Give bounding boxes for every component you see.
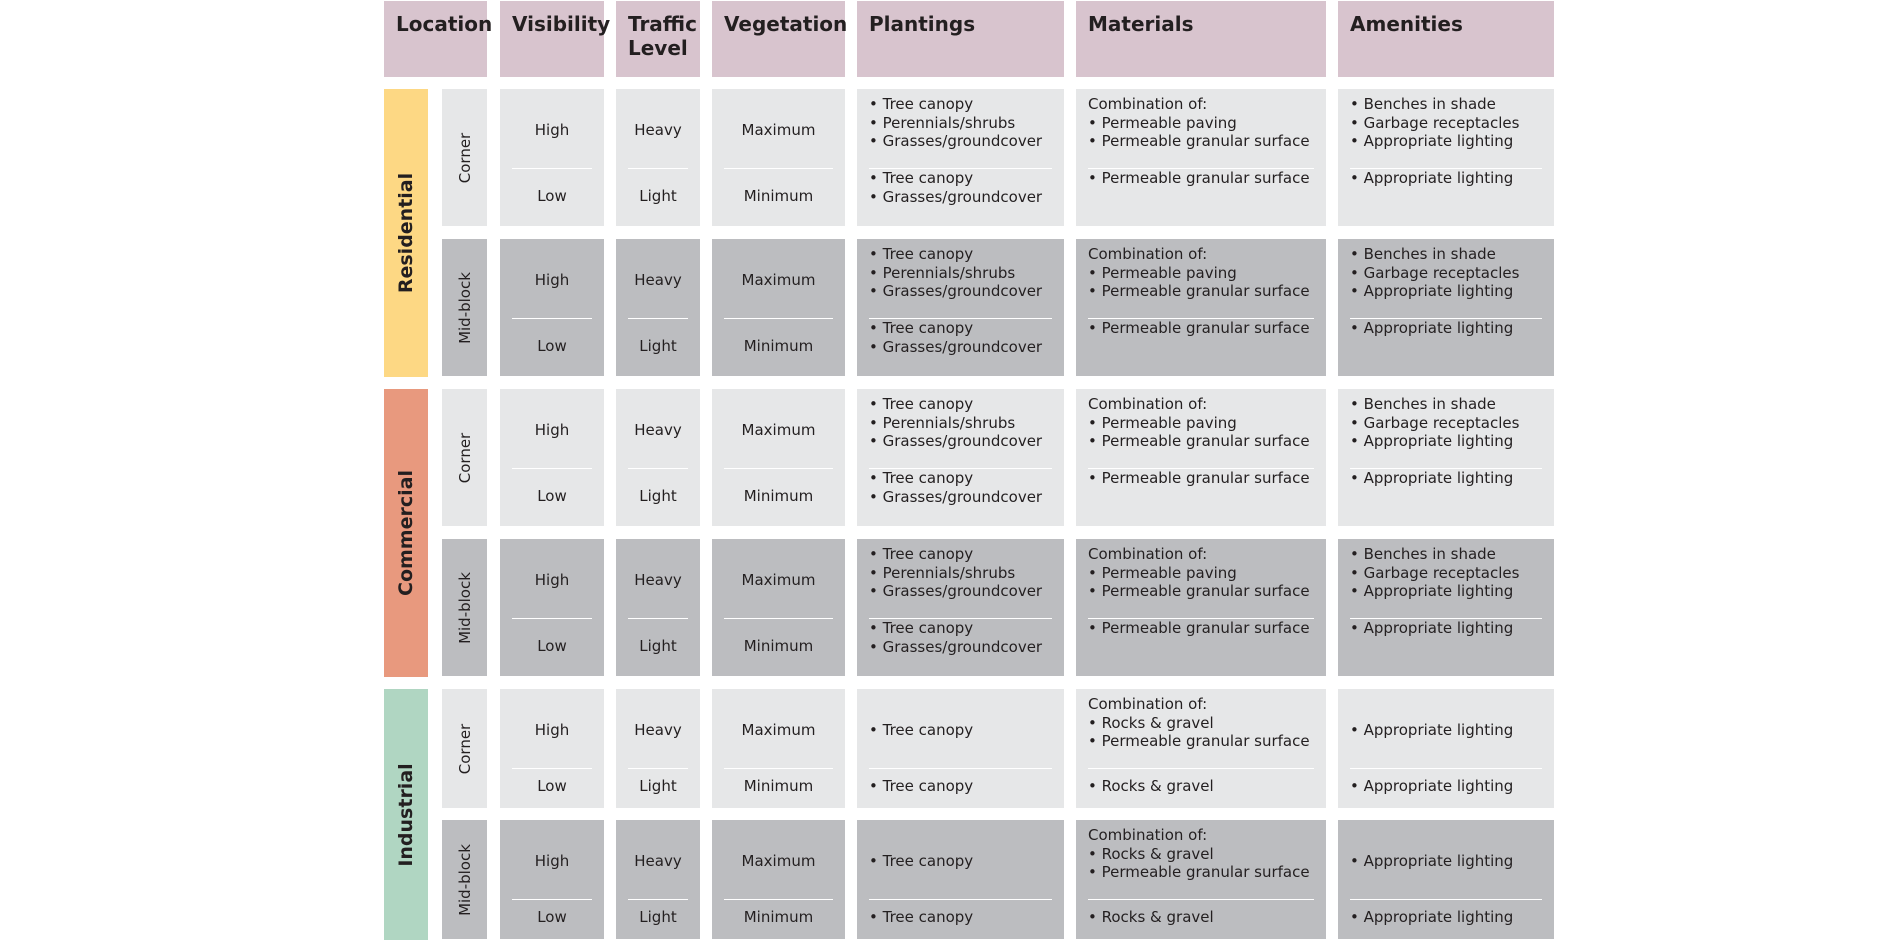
plantings-item: • Tree canopy — [869, 545, 974, 563]
plantings-item: • Tree canopy — [869, 395, 974, 413]
materials-item: • Rocks & gravel — [1088, 908, 1214, 926]
visibility-divider — [512, 899, 592, 900]
amenities-divider — [1350, 899, 1542, 900]
visibility-cell — [500, 389, 604, 526]
header-plantings — [857, 1, 1064, 77]
sublocation-cell — [442, 89, 487, 226]
plantings-item: • Perennials/shrubs — [869, 413, 1016, 432]
materials-cell — [1076, 389, 1326, 526]
amenities-divider — [1350, 468, 1542, 469]
traffic-divider — [628, 768, 688, 769]
materials-item: Combination of: — [1088, 95, 1208, 113]
sublocation-label: Corner — [455, 723, 474, 774]
sublocation-label: Mid-block — [455, 843, 474, 916]
visibility-divider — [512, 318, 592, 319]
traffic-value: Heavy — [634, 421, 682, 439]
materials-divider — [1088, 899, 1314, 900]
amenities-item: • Garbage receptacles — [1350, 113, 1520, 132]
materials-item: • Permeable granular surface — [1088, 282, 1310, 300]
plantings-divider — [869, 168, 1052, 169]
traffic-cell — [616, 389, 700, 526]
amenities-cell — [1338, 689, 1554, 808]
vegetation-value: Maximum — [741, 271, 816, 289]
sublocation-label: Mid-block — [455, 571, 474, 644]
traffic-value: Heavy — [634, 852, 682, 870]
plantings-item: • Grasses/groundcover — [869, 132, 1043, 150]
header-amenities — [1338, 1, 1554, 77]
materials-item: • Permeable granular surface — [1088, 469, 1310, 487]
visibility-cell — [500, 539, 604, 676]
amenities-cell — [1338, 89, 1554, 226]
traffic-divider — [628, 318, 688, 319]
materials-item: • Permeable granular surface — [1088, 132, 1310, 150]
visibility-divider — [512, 768, 592, 769]
sublocation-cell — [442, 820, 487, 939]
header-vegetation-label: Vegetation — [724, 12, 848, 36]
amenities-item: • Benches in shade — [1350, 395, 1496, 413]
visibility-divider — [512, 468, 592, 469]
vegetation-divider — [724, 168, 833, 169]
plantings-item: • Grasses/groundcover — [869, 487, 1043, 506]
plantings-cell — [857, 389, 1064, 526]
amenities-divider — [1350, 618, 1542, 619]
plantings-divider — [869, 768, 1052, 769]
amenities-divider — [1350, 168, 1542, 169]
vegetation-value: Maximum — [741, 571, 816, 589]
traffic-value: Light — [639, 777, 677, 795]
plantings-item: • Grasses/groundcover — [869, 282, 1043, 300]
plantings-item: • Tree canopy — [869, 95, 974, 113]
amenities-cell — [1338, 239, 1554, 376]
traffic-value: Heavy — [634, 721, 682, 739]
traffic-value: Heavy — [634, 121, 682, 139]
traffic-cell — [616, 820, 700, 939]
visibility-cell — [500, 689, 604, 808]
materials-cell — [1076, 239, 1326, 376]
materials-cell — [1076, 539, 1326, 676]
vegetation-value: Maximum — [741, 121, 816, 139]
visibility-value: High — [534, 721, 570, 739]
materials-item: • Rocks & gravel — [1088, 844, 1214, 863]
vegetation-value: Minimum — [743, 187, 814, 205]
materials-divider — [1088, 168, 1314, 169]
plantings-cell — [857, 820, 1064, 939]
plantings-item: • Grasses/groundcover — [869, 582, 1043, 600]
vegetation-divider — [724, 768, 833, 769]
vegetation-cell — [712, 239, 845, 376]
vegetation-value: Minimum — [743, 908, 814, 926]
plantings-item: • Grasses/groundcover — [869, 637, 1043, 656]
sublocation-cell — [442, 389, 487, 526]
visibility-cell — [500, 239, 604, 376]
plantings-item: • Tree canopy — [869, 169, 974, 187]
vegetation-value: Minimum — [743, 337, 814, 355]
materials-divider — [1088, 618, 1314, 619]
materials-item: • Permeable paving — [1088, 413, 1237, 432]
plantings-item: • Tree canopy — [869, 245, 974, 263]
sublocation-cell — [442, 539, 487, 676]
header-location — [384, 1, 493, 77]
amenities-item: • Appropriate lighting — [1350, 582, 1514, 600]
amenities-divider — [1350, 768, 1542, 769]
materials-item: • Permeable paving — [1088, 563, 1237, 582]
header-visibility — [500, 1, 611, 77]
vegetation-value: Minimum — [743, 777, 814, 795]
traffic-cell — [616, 89, 700, 226]
amenities-item: • Appropriate lighting — [1350, 852, 1514, 870]
vegetation-divider — [724, 468, 833, 469]
location-commercial-label: Commercial — [395, 470, 417, 596]
plantings-item: • Tree canopy — [869, 721, 974, 739]
traffic-cell — [616, 539, 700, 676]
traffic-divider — [628, 168, 688, 169]
materials-item: • Permeable granular surface — [1088, 732, 1310, 750]
plantings-item: • Grasses/groundcover — [869, 337, 1043, 356]
visibility-value: Low — [537, 487, 567, 505]
amenities-divider — [1350, 318, 1542, 319]
materials-item: • Permeable granular surface — [1088, 619, 1310, 637]
header-vegetation — [712, 1, 848, 77]
vegetation-cell — [712, 89, 845, 226]
sublocation-label: Mid-block — [455, 271, 474, 344]
materials-divider — [1088, 468, 1314, 469]
plantings-item: • Grasses/groundcover — [869, 432, 1043, 450]
amenities-item: • Garbage receptacles — [1350, 563, 1520, 582]
vegetation-value: Minimum — [743, 487, 814, 505]
materials-divider — [1088, 318, 1314, 319]
traffic-value: Heavy — [634, 571, 682, 589]
visibility-value: Low — [537, 777, 567, 795]
header-materials-label: Materials — [1088, 12, 1194, 36]
visibility-value: Low — [537, 337, 567, 355]
location-band-industrial — [384, 689, 428, 940]
header-traffic — [616, 1, 700, 77]
materials-cell — [1076, 820, 1326, 939]
traffic-divider — [628, 468, 688, 469]
header-visibility-label: Visibility — [512, 12, 611, 36]
materials-item: • Permeable granular surface — [1088, 169, 1310, 187]
amenities-item: • Appropriate lighting — [1350, 721, 1514, 739]
materials-item: • Permeable granular surface — [1088, 319, 1310, 337]
visibility-value: Low — [537, 637, 567, 655]
amenities-item: • Appropriate lighting — [1350, 319, 1514, 337]
vegetation-cell — [712, 389, 845, 526]
header-traffic-label: Traffic Level — [628, 12, 697, 60]
amenities-item: • Appropriate lighting — [1350, 132, 1514, 150]
amenities-item: • Garbage receptacles — [1350, 413, 1520, 432]
plantings-item: • Perennials/shrubs — [869, 263, 1016, 282]
header-location-label: Location — [396, 12, 493, 36]
amenities-item: • Benches in shade — [1350, 95, 1496, 113]
sublocation-label: Corner — [455, 132, 474, 183]
materials-item: • Permeable paving — [1088, 263, 1237, 282]
visibility-value: High — [534, 271, 570, 289]
visibility-value: High — [534, 571, 570, 589]
visibility-cell — [500, 89, 604, 226]
amenities-cell — [1338, 539, 1554, 676]
vegetation-divider — [724, 899, 833, 900]
vegetation-value: Maximum — [741, 852, 816, 870]
vegetation-divider — [724, 618, 833, 619]
plantings-item: • Tree canopy — [869, 908, 974, 926]
plantings-divider — [869, 618, 1052, 619]
materials-item: • Permeable paving — [1088, 113, 1237, 132]
vegetation-value: Minimum — [743, 637, 814, 655]
plantings-cell — [857, 89, 1064, 226]
vegetation-divider — [724, 318, 833, 319]
traffic-value: Light — [639, 637, 677, 655]
plantings-item: • Tree canopy — [869, 852, 974, 870]
plantings-cell — [857, 539, 1064, 676]
traffic-divider — [628, 899, 688, 900]
amenities-item: • Appropriate lighting — [1350, 469, 1514, 487]
sublocation-cell — [442, 239, 487, 376]
visibility-divider — [512, 168, 592, 169]
plantings-item: • Tree canopy — [869, 777, 974, 795]
traffic-value: Light — [639, 908, 677, 926]
amenities-item: • Garbage receptacles — [1350, 263, 1520, 282]
visibility-value: Low — [537, 187, 567, 205]
traffic-value: Light — [639, 187, 677, 205]
materials-item: • Permeable granular surface — [1088, 863, 1310, 881]
amenities-item: • Appropriate lighting — [1350, 908, 1514, 926]
sublocation-label: Corner — [455, 432, 474, 483]
traffic-value: Heavy — [634, 271, 682, 289]
plantings-item: • Tree canopy — [869, 619, 974, 637]
amenities-item: • Appropriate lighting — [1350, 777, 1514, 795]
location-residential-label: Residential — [395, 172, 417, 294]
amenities-item: • Appropriate lighting — [1350, 282, 1514, 300]
plantings-divider — [869, 899, 1052, 900]
materials-item: Combination of: — [1088, 545, 1208, 563]
traffic-value: Light — [639, 487, 677, 505]
materials-divider — [1088, 768, 1314, 769]
amenities-item: • Appropriate lighting — [1350, 619, 1514, 637]
amenities-item: • Appropriate lighting — [1350, 169, 1514, 187]
visibility-value: High — [534, 421, 570, 439]
plantings-item: • Perennials/shrubs — [869, 563, 1016, 582]
materials-cell — [1076, 89, 1326, 226]
plantings-cell — [857, 689, 1064, 808]
plantings-item: • Perennials/shrubs — [869, 113, 1016, 132]
vegetation-value: Maximum — [741, 721, 816, 739]
location-band-commercial — [384, 389, 428, 677]
traffic-value: Light — [639, 337, 677, 355]
visibility-value: High — [534, 852, 570, 870]
vegetation-cell — [712, 539, 845, 676]
plantings-item: • Tree canopy — [869, 469, 974, 487]
visibility-divider — [512, 618, 592, 619]
materials-item: Combination of: — [1088, 245, 1208, 263]
visibility-value: Low — [537, 908, 567, 926]
plantings-cell — [857, 239, 1064, 376]
materials-item: • Rocks & gravel — [1088, 713, 1214, 732]
traffic-divider — [628, 618, 688, 619]
materials-item: Combination of: — [1088, 695, 1208, 713]
materials-cell — [1076, 689, 1326, 808]
vegetation-cell — [712, 820, 845, 939]
plantings-divider — [869, 318, 1052, 319]
location-industrial-label: Industrial — [395, 762, 417, 867]
traffic-cell — [616, 239, 700, 376]
materials-item: Combination of: — [1088, 395, 1208, 413]
header-plantings-label: Plantings — [869, 12, 976, 36]
header-amenities-label: Amenities — [1350, 12, 1463, 36]
materials-item: • Rocks & gravel — [1088, 777, 1214, 795]
plantings-divider — [869, 468, 1052, 469]
amenities-cell — [1338, 820, 1554, 939]
visibility-value: High — [534, 121, 570, 139]
amenities-cell — [1338, 389, 1554, 526]
sublocation-cell — [442, 689, 487, 808]
visibility-cell — [500, 820, 604, 939]
amenities-item: • Benches in shade — [1350, 245, 1496, 263]
vegetation-cell — [712, 689, 845, 808]
materials-item: • Permeable granular surface — [1088, 582, 1310, 600]
plantings-item: • Tree canopy — [869, 319, 974, 337]
vegetation-value: Maximum — [741, 421, 816, 439]
materials-item: • Permeable granular surface — [1088, 432, 1310, 450]
materials-item: Combination of: — [1088, 826, 1208, 844]
amenities-item: • Benches in shade — [1350, 545, 1496, 563]
amenities-item: • Appropriate lighting — [1350, 432, 1514, 450]
traffic-cell — [616, 689, 700, 808]
plantings-item: • Grasses/groundcover — [869, 187, 1043, 206]
header-materials — [1076, 1, 1326, 77]
location-band-residential — [384, 89, 428, 377]
